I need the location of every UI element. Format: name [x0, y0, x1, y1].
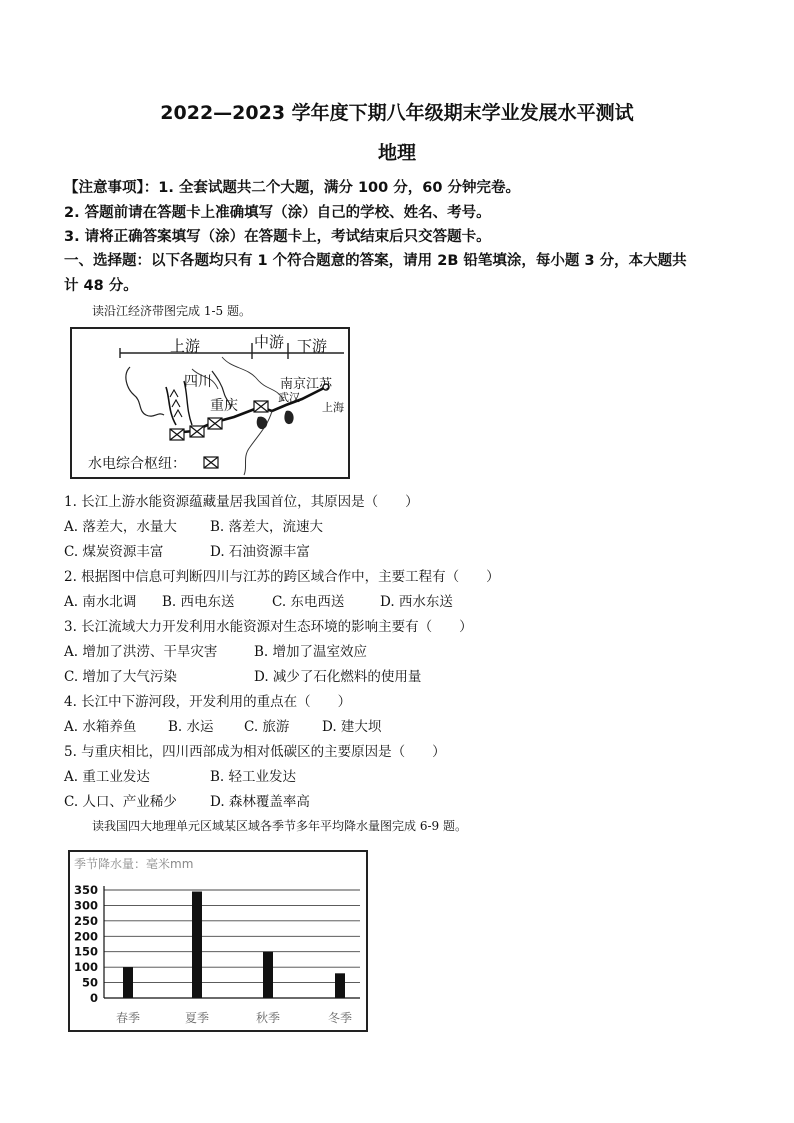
q4-option-b: B. 水运: [168, 719, 214, 735]
y-tick-label-50: 50: [81, 975, 98, 990]
q3-option-d: D. 减少了石化燃料的使用量: [254, 669, 422, 685]
q4-option-d: D. 建大坝: [322, 719, 382, 735]
chart-title: 季节降水量：毫米mm: [74, 857, 194, 871]
q2-option-b: B. 西电东送: [162, 594, 235, 610]
q4-option-a: A. 水箱养鱼: [64, 719, 137, 735]
map-label-sichuan: 四川: [184, 374, 212, 390]
bar-春季: [123, 967, 133, 998]
q1-option-a: A. 落差大，水量大: [64, 519, 177, 535]
question-5-stem: 5. 与重庆相比，四川西部成为相对低碳区的主要原因是（ ）: [64, 744, 446, 760]
exam-title: 2022—2023 学年度下期八年级期末学业发展水平测试: [160, 102, 634, 124]
question-3-stem: 3. 长江流域大力开发利用水能资源对生态环境的影响主要有（ ）: [64, 619, 473, 635]
map-legend-label: 水电综合枢纽：: [88, 456, 186, 472]
bar-秋季: [263, 952, 273, 998]
question-2-stem: 2. 根据图中信息可判断四川与江苏的跨区域合作中，主要工程有（ ）: [64, 569, 500, 585]
x-tick-label-冬季: 冬季: [327, 1011, 353, 1025]
q4-option-c: C. 旅游: [244, 719, 290, 735]
x-tick-label-夏季: 夏季: [184, 1011, 210, 1025]
map-intro: 读沿江经济带图完成 1-5 题。: [92, 304, 251, 318]
q3-option-b: B. 增加了温室效应: [254, 644, 368, 660]
section-1-instructions-cont: 计 48 分。: [64, 278, 138, 294]
q5-option-c: C. 人口、产业稀少: [64, 794, 177, 810]
x-tick-label-春季: 春季: [115, 1011, 141, 1025]
question-4-stem: 4. 长江中下游河段，开发利用的重点在（ ）: [64, 694, 352, 710]
y-tick-label-250: 250: [73, 913, 98, 928]
question-1-stem: 1. 长江上游水能资源蕴藏量居我国首位，其原因是（ ）: [64, 494, 419, 510]
q1-option-d: D. 石油资源丰富: [210, 544, 310, 560]
map-label-nanjing-jiangsu: 南京江苏: [280, 377, 333, 392]
chart-svg: [70, 852, 366, 1030]
q3-option-c: C. 增加了大气污染: [64, 669, 177, 685]
y-tick-label-100: 100: [73, 960, 98, 975]
map-label-midstream: 中游: [254, 333, 285, 351]
q5-option-b: B. 轻工业发达: [210, 769, 297, 785]
q2-option-d: D. 西水东送: [380, 594, 453, 610]
y-tick-label-350: 350: [73, 883, 98, 897]
map-label-upstream: 上游: [170, 337, 201, 355]
q2-option-a: A. 南水北调: [64, 594, 137, 610]
note-3: 3. 请将正确答案填写（涂）在答题卡上，考试结束后只交答题卡。: [64, 229, 491, 245]
section-1-instructions: 一、选择题：以下各题均只有 1 个符合题意的答案，请用 2B 铅笔填涂，每小题 3 分，本大题共: [64, 253, 687, 269]
x-tick-label-秋季: 秋季: [255, 1011, 281, 1025]
subject-title: 地理: [377, 142, 416, 164]
bar-冬季: [335, 973, 345, 998]
seasonal-precipitation-chart: [68, 850, 368, 1032]
q5-option-d: D. 森林覆盖率高: [210, 794, 310, 810]
note-1: 【注意事项】：1. 全套试题共二个大题，满分 100 分，60 分钟完卷。: [64, 180, 520, 196]
yangtze-economic-belt-map: [70, 327, 350, 479]
map-label-shanghai: 上海: [322, 401, 344, 414]
q1-option-c: C. 煤炭资源丰富: [64, 544, 164, 560]
y-tick-label-150: 150: [73, 944, 98, 959]
y-tick-label-300: 300: [73, 898, 98, 913]
map-label-chongqing: 重庆: [210, 398, 238, 414]
y-tick-label-0: 0: [89, 991, 98, 1005]
q1-option-b: B. 落差大，流速大: [210, 519, 324, 535]
note-2: 2. 答题前请在答题卡上准确填写（涂）自己的学校、姓名、考号。: [64, 205, 491, 221]
map-label-downstream: 下游: [297, 337, 328, 355]
bar-夏季: [192, 892, 202, 998]
q5-option-a: A. 重工业发达: [64, 769, 150, 785]
q3-option-a: A. 增加了洪涝、干旱灾害: [64, 644, 218, 660]
y-tick-label-200: 200: [73, 929, 98, 944]
map-label-wuhan: 武汉: [278, 391, 300, 404]
legend-hydropower-icon: [204, 457, 218, 468]
q2-option-c: C. 东电西送: [272, 594, 345, 610]
chart-intro: 读我国四大地理单元区域某区域各季节多年平均降水量图完成 6-9 题。: [92, 819, 467, 833]
